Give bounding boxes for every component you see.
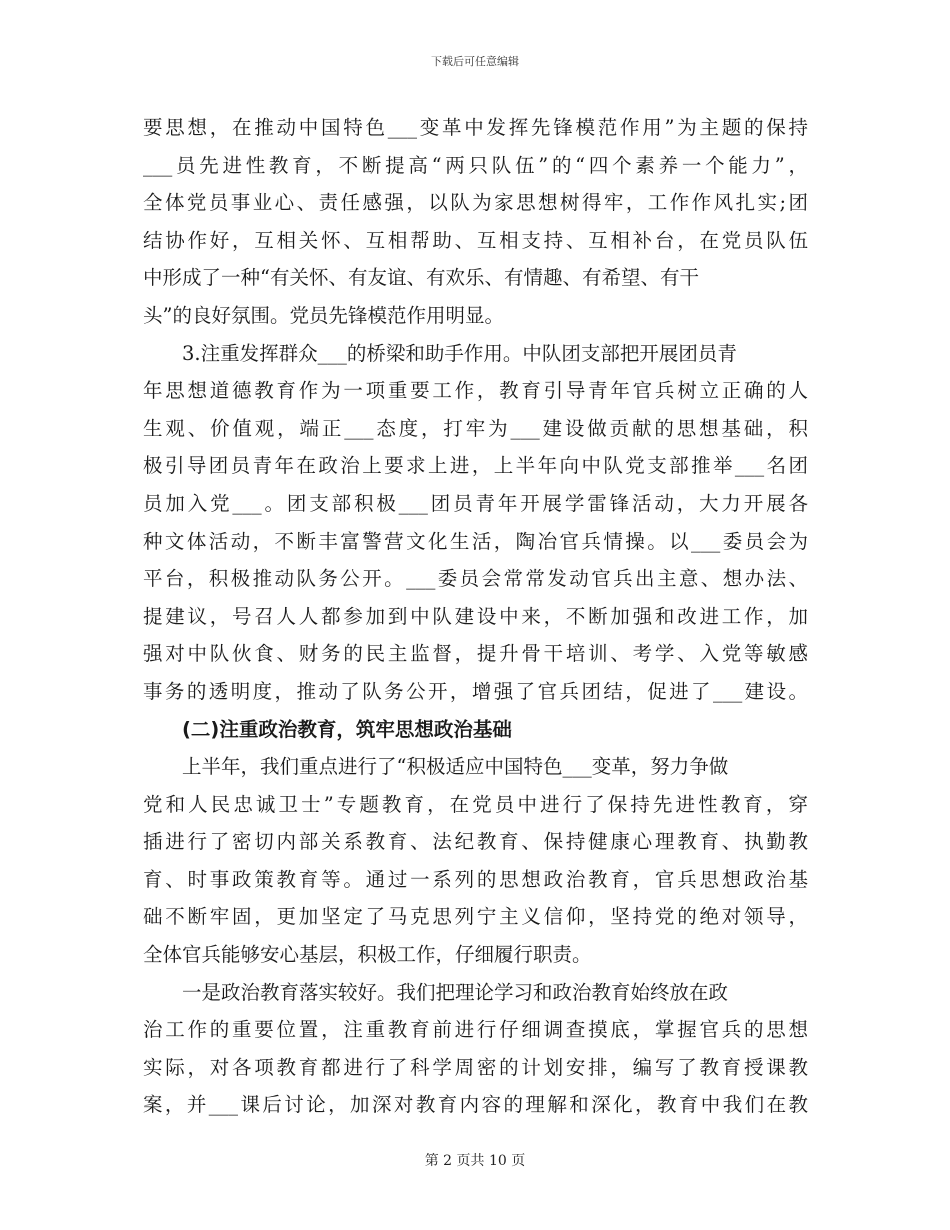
text-line: 全体官兵能够安心基层，积极工作，仔细履行职责。 <box>143 943 592 967</box>
page-header: 下载后可任意编辑 <box>431 55 519 68</box>
text-line: 头”的良好氛围。党员先锋模范作用明显。 <box>143 303 504 327</box>
text-line: ___员先进性教育，不断提高“两只队伍”的“四个素养一个能力”， <box>143 153 808 177</box>
text-line: 3.注重发挥群众___的桥梁和助手作用。中队团支部把开展团员青 <box>182 341 737 365</box>
text-line: 事务的透明度，推动了队务公开，增强了官兵团结，促进了___建设。 <box>143 679 808 703</box>
text-line: 实际，对各项教育都进行了科学周密的计划安排，编写了教育授课教 <box>143 1055 808 1079</box>
text-line: 育、时事政策教育等。通过一系列的思想政治教育，官兵思想政治基 <box>143 867 808 891</box>
text-line: 种文体活动，不断丰富警营文化生活，陶冶官兵情操。以___委员会为 <box>143 529 808 553</box>
text-line: 平台，积极推动队务公开。___委员会常常发动官兵出主意、想办法、 <box>143 567 808 591</box>
text-line: 结协作好，互相关怀、互相帮助、互相支持、互相补台，在党员队伍 <box>143 228 808 252</box>
text-line: 党和人民忠诚卫士”专题教育，在党员中进行了保持先进性教育，穿 <box>143 792 808 816</box>
text-line: 中形成了一种“有关怀、有友谊、有欢乐、有情趣、有希望、有干 <box>143 266 699 290</box>
text-line: 一是政治教育落实较好。我们把理论学习和政治教育始终放在政 <box>182 980 729 1004</box>
document-body <box>143 109 808 1124</box>
text-line: 要思想，在推动中国特色___变革中发挥先锋模范作用”为主题的保持 <box>143 116 808 139</box>
text-line: 治工作的重要位置，注重教育前进行仔细调查摸底，掌握官兵的思想 <box>143 1018 808 1042</box>
text-line: 上半年，我们重点进行了“积极适应中国特色___变革，努力争做 <box>182 755 729 779</box>
text-line: 案，并___课后讨论，加深对教育内容的理解和深化，教育中我们在教 <box>143 1093 808 1117</box>
text-line: 员加入党___。团支部积极___团员青年开展学雷锋活动，大力开展各 <box>143 491 808 515</box>
text-line: 年思想道德教育作为一项重要工作，教育引导青年官兵树立正确的人 <box>143 379 808 403</box>
text-line: 极引导团员青年在政治上要求上进，上半年向中队党支部推举___名团 <box>143 454 808 478</box>
text-line: 础不断牢固，更加坚定了马克思列宁主义信仰，坚持党的绝对领导， <box>143 905 808 929</box>
text-line: 强对中队伙食、财务的民主监督，提升骨干培训、考学、入党等敏感 <box>143 642 808 666</box>
text-line: 生观、价值观，端正___态度，打牢为___建设做贡献的思想基础，积 <box>143 416 808 440</box>
text-line: 插进行了密切内部关系教育、法纪教育、保持健康心理教育、执勤教 <box>143 830 808 854</box>
text-line: 提建议，号召人人都参加到中队建设中来，不断加强和改进工作，加 <box>143 604 808 628</box>
text-line: 全体党员事业心、责任感强，以队为家思想树得牢，工作作风扎实;团 <box>143 191 808 215</box>
page-footer: 第 2 页共 10 页 <box>424 1153 526 1169</box>
section-heading: (二)注重政治教育，筑牢思想政治基础 <box>182 717 512 741</box>
